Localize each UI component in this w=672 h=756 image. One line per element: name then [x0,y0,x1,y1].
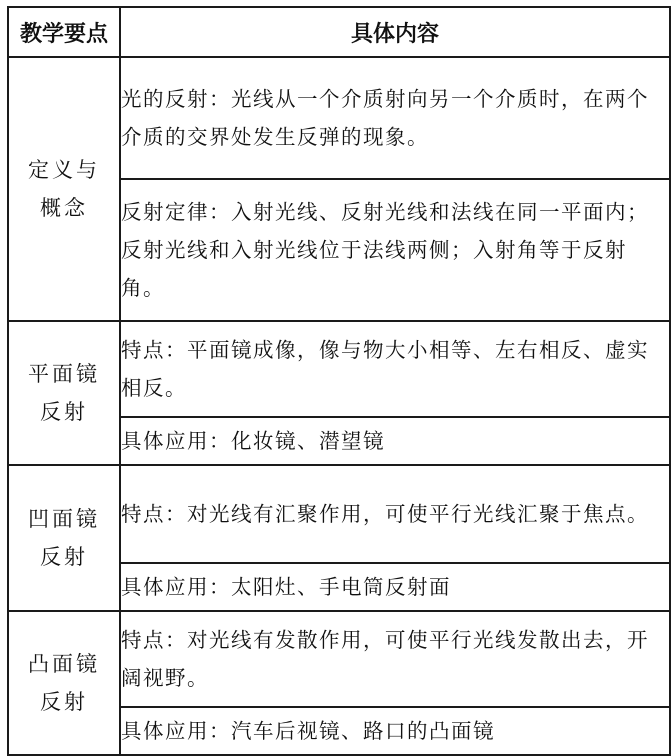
header-row [8,7,670,57]
content-cell: 特点：对光线有汇聚作用，可使平行光线汇聚于焦点。 [120,465,670,563]
topic-line: 凸面镜 [28,652,100,676]
table-row [8,57,670,179]
table-row [8,465,670,563]
content-cell: 特点：对光线有发散作用，可使平行光线发散出去，开阔视野。 [120,611,670,707]
content-cell: 光的反射：光线从一个介质射向另一个介质时，在两个介质的交界处发生反弹的现象。 [120,57,670,179]
topic-line: 概念 [40,196,88,220]
header-topic: 教学要点 [8,7,120,57]
content-cell: 特点：平面镜成像，像与物大小相等、左右相反、虚实相反。 [120,321,670,417]
topic-line: 凹面镜 [28,507,100,531]
topic-line: 反射 [40,545,88,569]
content-cell: 具体应用：太阳灶、手电筒反射面 [120,563,670,611]
topic-line: 平面镜 [28,362,100,386]
topic-convex-mirror [8,611,120,755]
table-row [8,611,670,707]
topic-concave-mirror [8,465,120,611]
topic-plane-mirror [8,321,120,465]
table-row [8,321,670,417]
content-cell: 具体应用：汽车后视镜、路口的凸面镜 [120,707,670,755]
topic-line: 定义与 [28,158,100,182]
topic-definition [8,57,120,321]
header-content: 具体内容 [120,7,670,57]
knowledge-table [7,6,671,756]
topic-line: 反射 [40,400,88,424]
topic-line: 反射 [40,690,88,714]
content-cell: 具体应用：化妆镜、潜望镜 [120,417,670,465]
content-cell: 反射定律：入射光线、反射光线和法线在同一平面内；反射光线和入射光线位于法线两侧；入射角等于反射角。 [120,179,670,321]
